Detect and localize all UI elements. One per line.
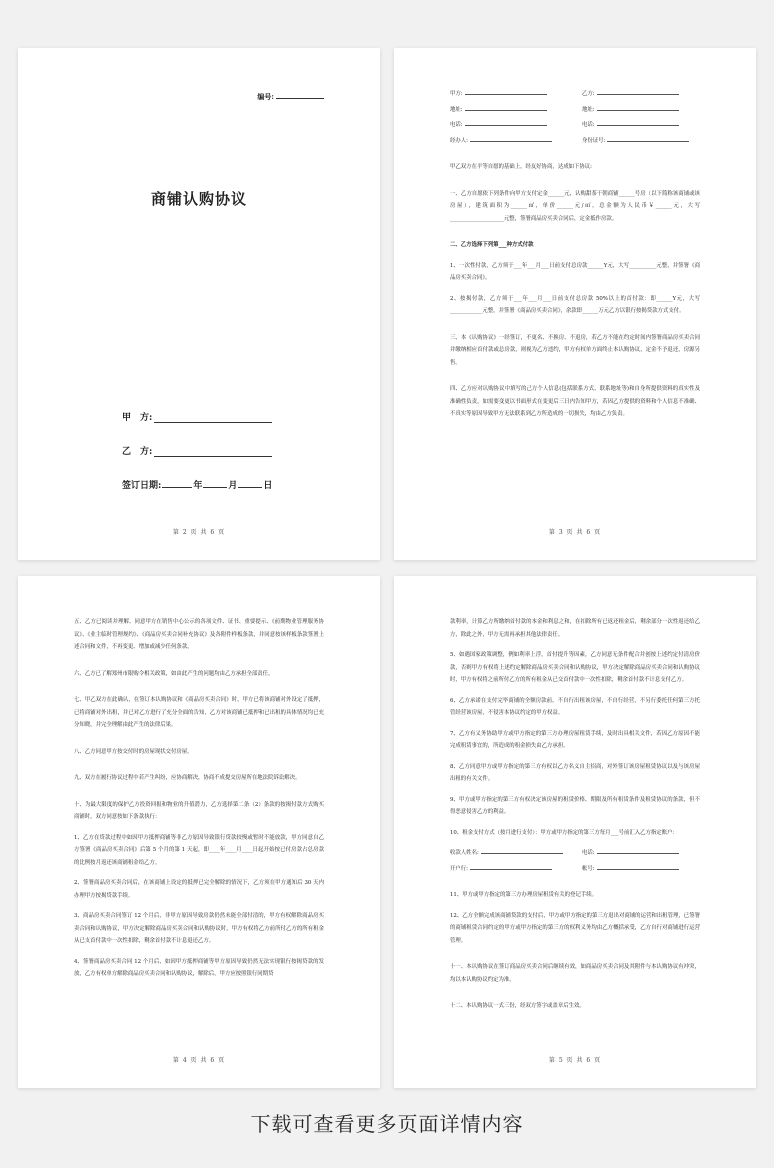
clause-6: 六、乙方已了解郑州市限购令相关政策，如由此产生的问题均由乙方承担全部责任。 xyxy=(74,670,274,677)
page-footer: 第 5 页 共 6 页 xyxy=(548,1057,602,1064)
clause-10-4: 4、签署商品房买卖合同 12 个月后，如因甲方抵押商铺等甲方原因导致仍然无法实现银行按揭贷款的发放，乙方有权单方解除商品房买卖合同和认购协议，解除后，甲方应按照银行同期贷 xyxy=(74,958,324,977)
info-field: 地址: xyxy=(582,104,700,117)
clause-7: 七、甲乙双方在此确认，在签订本认购协议和《商品房买卖合同》时，甲方已将该商铺对外设定了抵押，已将商铺对外出租，并已对乙方进行了充分全面的告知，乙方对该商铺已抵押和已出租的具体情况均已充分知晓，并完全理解由此产生的法律后果。 xyxy=(74,697,324,728)
clause-continuation: 款利率，计算乙方所缴纳首付款的本金和利息之和，在扣除所有已返还租金后，剩余部分一次性返还给乙方，除此之外，甲方无需再承担其他法律责任。 xyxy=(450,619,700,638)
page-body xyxy=(450,616,700,1021)
clause-10-11: 11、甲方或甲方指定的第三方办理房屋租赁有关的登记手续。 xyxy=(450,892,598,898)
clause-4: 四、乙方应对认购协议中填写的己方个人信息(包括联系方式、联系地址等)和自身所提供资料的真实性及准确性负责，如需要变更以书面形式在变更后三日内告知甲方，若因乙方提供的资料和个人信息不准确、不真实等原因导致甲方无法联系到乙方所造成的一切损失，均由乙方负责。 xyxy=(450,386,700,417)
payee-account-field: 帐号: xyxy=(582,863,700,876)
signature-line xyxy=(154,422,272,423)
page-body xyxy=(74,616,324,989)
clause-10-1: 1、乙方在贷款过程中如因甲方抵押商铺等非乙方原因导致银行贷款较慢或暂时不能放款，甲方同意自乙方签署《商品房买卖合同》后第 5 个月的第 1 天起，即____年____月____日起开始按已付房款占总房款的比例按月返还该商铺租金给乙方。 xyxy=(74,834,324,866)
info-field: 甲方: xyxy=(450,88,568,101)
clause-10-10: 10、租金支付方式（按月进行支付）：甲方或甲方指定的第三方每月___号前汇入乙方指定账户： xyxy=(450,829,678,836)
payee-info-grid xyxy=(450,847,700,875)
info-field: 乙方: xyxy=(582,88,700,101)
clause-1: 一、乙方自愿依下列条件向甲方支付定金______元，认购甜茶干朝商铺______号房（以下简称该商铺或该房屋），建筑面积为______㎡，单价______元/㎡，总金额为人民币￥______元，大写____________________元整，签署商品房买卖合同后，定金抵作房款。 xyxy=(450,190,700,222)
clause-8: 八、乙方同意甲方按交付时的房屋现状交付房屋。 xyxy=(74,748,193,755)
clause-9: 九、双方在履行协议过程中若产生纠纷，应协商解决，协商不成提交房屋所在地法院诉讼解决。 xyxy=(74,775,301,781)
clause-10-9: 9、甲方或甲方指定的第三方有权决定该房屋的租赁价格、期限及所有租赁条件及租赁协议的条款，但不得恶意侵害乙方的利益。 xyxy=(450,796,700,815)
clause-2-2: 2、按揭付款，乙方须于___年___月___日前支付总房款 50%以上的首付款：即______Y元，大写____________元整，并签署《商品房买卖合同》，余款即______万元乙方以银行按揭贷款方式支付。 xyxy=(450,295,700,314)
clause-10-3: 3、商品房买卖合同签订 12 个月后，非甲方原因导致房款仍然未能全部付清的，甲方有权解除商品房买卖合同和认购协议，甲方决定解除商品房买卖合同和认购协议时，甲方有权将乙方前所付乙方的所有租金从已支首付款中一次性扣除，剩余首付款不计息退还乙方。 xyxy=(74,913,324,944)
clause-10-5: 5、如遇国家政策调整，例如利率上浮，首付提升等因素，乙方同意无条件配合并创按上述约定付清房价款，否则甲方有权将上述约定解除商品房买卖合同和认购协议，甲方决定解除商品房买卖合同和认购协议时，甲方有权将之前所付乙方的所有租金从已交首付款中一次性扣除，剩余首付款不计息支付乙方。 xyxy=(450,652,700,683)
clause-5: 五、乙方已阅读并理解、同意甲方在销售中心公示的各项文件、证书、重要提示、《前期物业管理服务协议》、《业主临时管理规约》、《商品房买卖合同补充协议》及各附件样板条款，并同意按该样板条款签署上述合同和文件，不再变更、增加或减少任何条款。 xyxy=(74,619,324,650)
payee-phone-field: 电话: xyxy=(582,847,700,860)
clause-11: 十一、本认购协议在签订商品房买卖合同后继续有效，如商品房买卖合同及其附件与本认购协议有冲突，均以本认购协议约定为准。 xyxy=(450,964,700,983)
clause-10: 十、为最大限度的保护乙方投资回报和物业的升值潜力，乙方选择第二条（2）条款的按揭付款方式购买商铺时，双方同意按如下条款执行： xyxy=(74,801,324,820)
document-title: 商铺认购协议 xyxy=(150,190,247,208)
page-3 xyxy=(394,48,756,560)
download-banner[interactable]: 下载可查看更多页面详情内容 xyxy=(250,1112,524,1136)
payee-name-field: 收款人姓名: xyxy=(450,847,568,860)
clause-10-12: 12、乙方全额完成该商铺贷款的支付后，甲方或甲方指定的第三方退出对商铺的运营和出租管理，已签署的商铺租赁合同约定的甲方或甲方指定的第三方的权利义务均由乙方概括承受，乙方自行对商铺进行运营管理。 xyxy=(450,912,700,944)
contract-number: 编号: xyxy=(257,92,324,102)
number-blank xyxy=(276,98,324,99)
clause-3: 三、本《认购协议》一经签订，不更名、不换房、不退房，若乙方不能在约定时间内签署商品房买卖合同并缴纳相应首付款或总房款，则视为乙方违约，甲方有权单方面终止本认购协议，定金不予退还，房源另售。 xyxy=(450,334,700,366)
clause-12: 十二、本认购协议一式三份，经双方签字或盖章后生效。 xyxy=(450,1003,585,1009)
signature-line xyxy=(154,456,272,457)
clause-10-2: 2、签署商品房买卖合同后，在该商铺上设定的抵押已完全解除的情况下，乙方须在甲方通知后 30 天内办理甲方按揭贷款手续。 xyxy=(74,880,324,899)
page-footer: 第 2 页 共 6 页 xyxy=(172,529,226,536)
cover-page xyxy=(18,48,380,560)
intro-paragraph: 甲乙双方在平等自愿的基础上，经友好协商，达成如下协议: xyxy=(450,164,592,170)
clause-10-6: 6、乙方承诺在支付完毕商铺的全额房款前，不自行出租该房屋，不自行经营，不另行委托任何第三方托管经营该房屋，不侵害本协议约定的甲方权益。 xyxy=(450,697,700,716)
signing-date: 签订日期: 年 月 日 xyxy=(122,481,273,491)
party-info-grid xyxy=(450,88,700,147)
clause-2-title: 二、乙方选择下列第___种方式付款 xyxy=(450,242,534,248)
info-field: 身份证号: xyxy=(582,135,700,148)
party-a-signature: 甲 方: xyxy=(122,410,272,423)
info-field: 地址: xyxy=(450,104,568,117)
clause-10-8: 8、乙方同意甲方或甲方指定的第三方有权以乙方名义自主招商，对外签订该房屋租赁协议以及与该房屋出租的有关文件。 xyxy=(450,763,700,782)
page-5 xyxy=(394,576,756,1088)
info-field: 经办人: xyxy=(450,135,568,148)
page-footer: 第 4 页 共 6 页 xyxy=(172,1057,226,1064)
page-body xyxy=(450,88,700,429)
page-footer: 第 3 页 共 6 页 xyxy=(548,529,602,536)
info-field: 电话: xyxy=(582,119,700,132)
clause-10-7: 7、乙方有义务协助甲方或甲方指定的第三方办理房屋租赁手续，及时出具相关文件，若因乙方原因不能完成租赁事宜的，所造成的租金损失由乙方承担。 xyxy=(450,730,700,749)
info-field: 电话: xyxy=(450,119,568,132)
payee-bank-field: 开户行: xyxy=(450,863,568,876)
clause-2-1: 1、一次性付款，乙方须于___年___月___日前支付总房款______Y元，大写__________元整，并签署《商品房买卖合同》。 xyxy=(450,262,700,281)
party-b-signature: 乙 方: xyxy=(122,444,272,457)
page-4 xyxy=(18,576,380,1088)
